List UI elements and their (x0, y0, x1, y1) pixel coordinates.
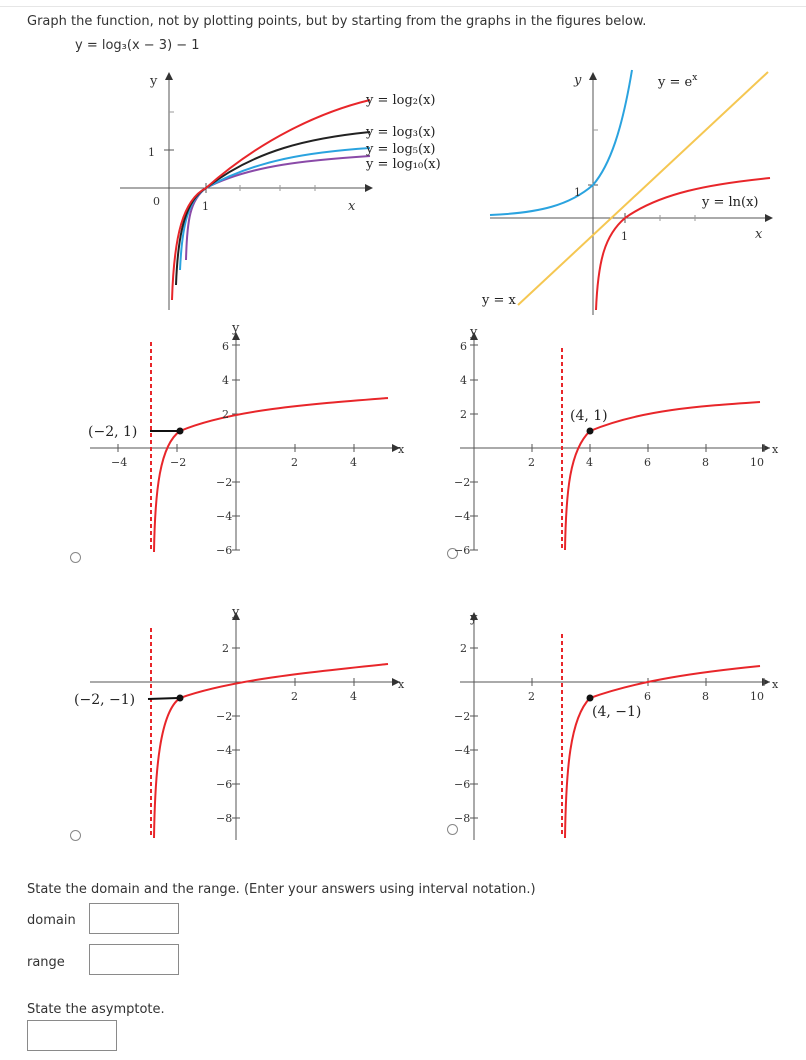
option-b-ytick-6: −6 (454, 544, 471, 557)
option-d-xtick-3: 8 (702, 690, 709, 703)
option-c-ytick-1: 2 (222, 642, 229, 655)
option-a-graph (70, 320, 410, 560)
option-a-ytick-1: 6 (222, 340, 229, 353)
tick-x-1: 1 (621, 230, 628, 243)
domain-input[interactable] (89, 903, 179, 934)
option-b-point (587, 428, 594, 435)
option-a-curve (154, 398, 388, 552)
option-d-ytick-5: −8 (454, 812, 471, 825)
option-a-ytick-6: −6 (216, 544, 233, 557)
option-c-xtick-2: 4 (350, 690, 357, 703)
option-b-curve (565, 402, 760, 550)
option-d-xtick-2: 6 (644, 690, 651, 703)
option-d-point (587, 695, 594, 702)
option-c-ticks (232, 648, 354, 818)
option-b-axis-x: x (772, 443, 779, 456)
axis-label-y: y (150, 74, 158, 89)
curve-log10 (186, 156, 370, 260)
option-d-xtick-1: 2 (528, 690, 535, 703)
option-c-xtick-1: 2 (291, 690, 298, 703)
option-d-curve (565, 666, 760, 838)
option-d-xtick-4: 10 (750, 690, 764, 703)
option-d-axis-x: x (772, 678, 779, 691)
option-c-axis-y: y (232, 605, 240, 620)
option-a-axis-y: y (232, 321, 240, 336)
option-d-ytick-4: −6 (454, 778, 471, 791)
axis-label-x: x (348, 199, 356, 214)
option-b-xtick-5: 10 (750, 456, 764, 469)
option-a-ytick-5: −4 (216, 510, 233, 523)
reference-graph-exp-ln (470, 60, 790, 320)
option-b-ytick-2: 4 (460, 374, 467, 387)
curve-identity (518, 72, 768, 305)
tick-y-1: 1 (574, 186, 581, 199)
option-d-ytick-1: 2 (460, 642, 467, 655)
option-b-axis-y: y (470, 325, 478, 340)
domain-range-prompt: State the domain and the range. (Enter your answers using interval notation.) (27, 882, 536, 897)
option-a-ytick-2: 4 (222, 374, 229, 387)
label-ln: y = ln(x) (702, 195, 759, 210)
curve-exp (490, 70, 632, 215)
origin-label: 0 (153, 195, 160, 208)
option-c-ytick-2: −2 (216, 710, 233, 723)
option-a-xtick-4: 4 (350, 456, 357, 469)
range-label: range (27, 955, 65, 970)
asymptote-input[interactable] (27, 1020, 117, 1051)
tick-x-1: 1 (202, 200, 209, 213)
label-exp: $y = e^x$ (658, 73, 698, 90)
axis-label-y: y (574, 73, 582, 88)
asymptote-prompt: State the asymptote. (27, 1002, 165, 1017)
domain-label: domain (27, 913, 76, 928)
option-b-ytick-3: 2 (460, 408, 467, 421)
option-a-xtick-1: −4 (111, 456, 128, 469)
instruction-text: Graph the function, not by plotting points, but by starting from the graphs in the figures below. (27, 14, 647, 29)
option-a-ytick-3: 2 (222, 408, 229, 421)
option-b-xtick-3: 6 (644, 456, 651, 469)
option-c-point-label: (−2, −1) (74, 692, 136, 708)
option-c-ytick-3: −4 (216, 744, 233, 757)
option-b-graph (440, 320, 790, 560)
option-c-ytick-5: −8 (216, 812, 233, 825)
option-d-point-label: (4, −1) (592, 704, 642, 720)
option-d-ticks (470, 648, 764, 818)
option-a-xtick-2: −2 (170, 456, 187, 469)
label-log2: y = log₂(x) (366, 93, 436, 108)
option-a-ytick-4: −2 (216, 476, 233, 489)
option-d-ytick-2: −2 (454, 710, 471, 723)
option-d-axis-y: y (470, 611, 478, 626)
label-log5: y = log₅(x) (366, 142, 436, 157)
option-b-xtick-1: 2 (528, 456, 535, 469)
option-b-ytick-1: 6 (460, 340, 467, 353)
option-b-ytick-5: −4 (454, 510, 471, 523)
option-b-ytick-4: −2 (454, 476, 471, 489)
option-b-xtick-2: 4 (586, 456, 593, 469)
option-c-axis-x: x (398, 678, 405, 691)
top-divider (0, 6, 806, 7)
option-b-point-label: (4, 1) (570, 408, 608, 424)
label-log10: y = log₁₀(x) (366, 157, 441, 172)
option-a-xtick-3: 2 (291, 456, 298, 469)
range-input[interactable] (89, 944, 179, 975)
label-identity: y = x (482, 293, 516, 308)
reference-graph-logs (90, 60, 450, 320)
function-text: y = log₃(x − 3) − 1 (75, 38, 200, 53)
option-c-graph (70, 600, 410, 845)
option-d-graph (440, 600, 790, 845)
option-c-ytick-4: −6 (216, 778, 233, 791)
tick-y-1: 1 (148, 146, 155, 159)
axis-label-x: x (755, 227, 763, 242)
option-b-xtick-4: 8 (702, 456, 709, 469)
option-a-point-label: (−2, 1) (88, 424, 138, 440)
option-a-axis-x: x (398, 443, 405, 456)
label-log3: y = log₃(x) (366, 125, 436, 140)
option-d-ytick-3: −4 (454, 744, 471, 757)
